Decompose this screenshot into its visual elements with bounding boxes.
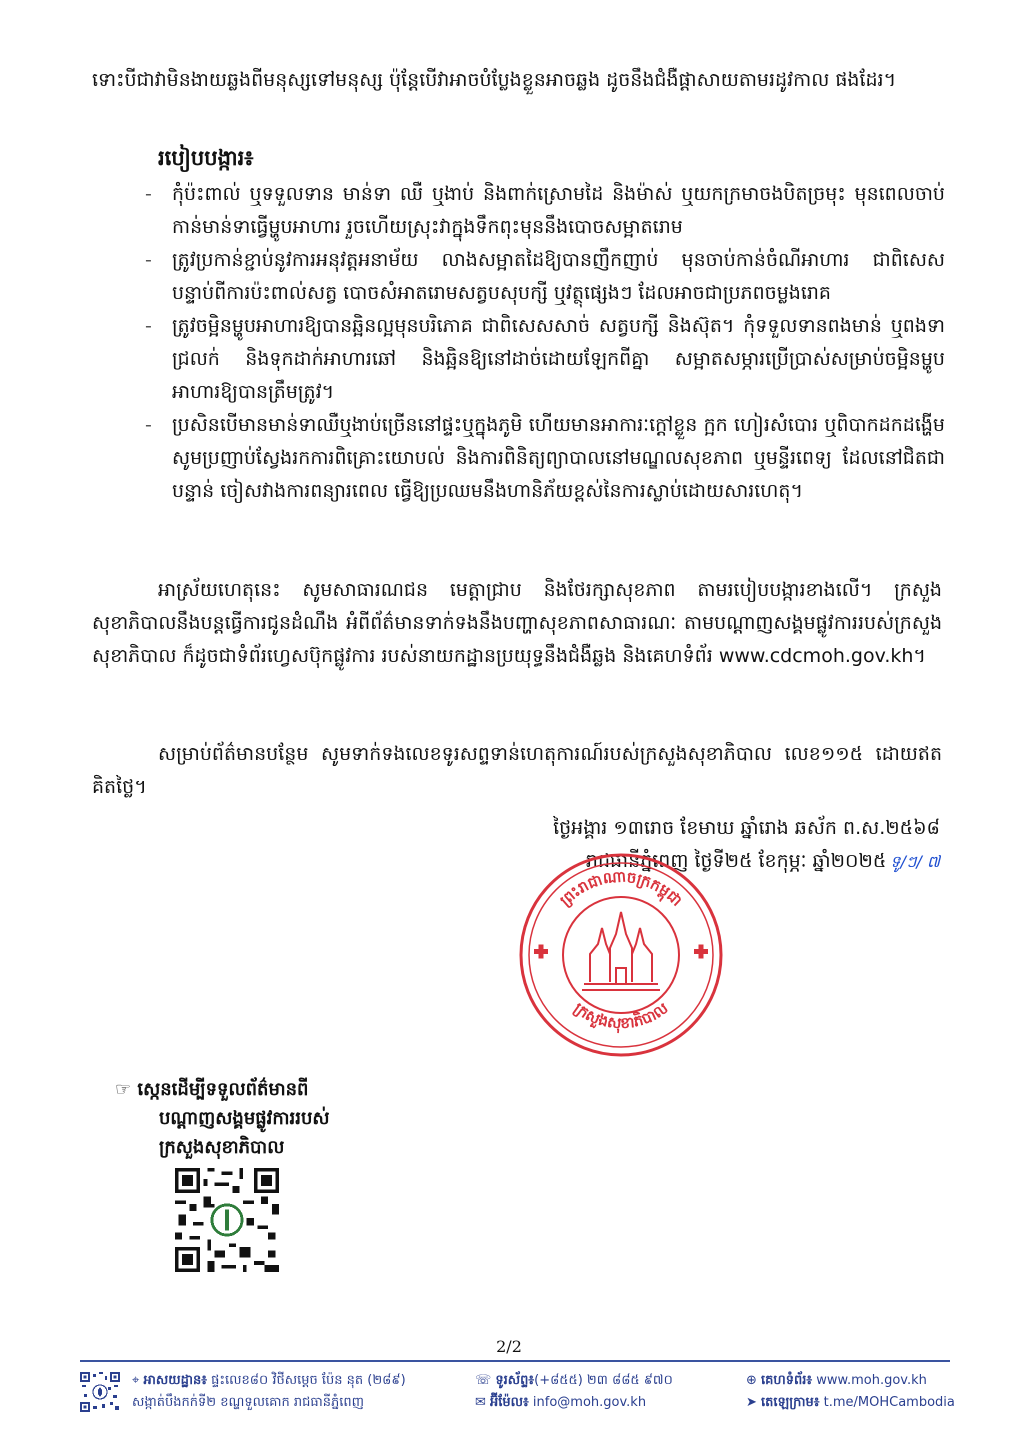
notice-text: អាស្រ័យហេតុនេះ សូមសាធារណជន មេត្តាជ្រាប និងថែរក្សាសុខភាព តាមរបៀបបង្ការខាងលើ។ ក្រសួងសុខាភិបាលនឹងបន្តធ្វើការជូនដំណឹង អំពីព័ត៌មានទាក់ទងនឹងបញ្ហាសុខភាពសាធារណៈ តាមបណ្តាញសង្គមផ្លូវការរបស់ក្រសួងសុខាភិបាល ក៏ដូចជាទំព័រហ្វេសប៊ុកផ្លូវការ របស់នាយកដ្ឋានប្រយុទ្ធនឹងជំងឺឆ្លង និងគេហទំព័រ www.cdcmoh.gov.kh។ — [92, 579, 942, 667]
scan-line-2: បណ្តាញសង្គមផ្លូវការរបស់ — [159, 1108, 330, 1129]
address-line-2: សង្កាត់បឹងកក់ទី២ ខណ្ឌទួលគោក រាជធានីភ្នំពេញ — [132, 1395, 365, 1410]
svg-text:ព្រះរាជាណាចក្រកម្ពុជា — [556, 867, 685, 909]
scan-line-3: ក្រសួងសុខាភិបាល — [159, 1137, 285, 1158]
seal-cross-icon — [534, 945, 708, 959]
list-item — [145, 244, 945, 310]
footer-qr-icon[interactable] — [80, 1372, 120, 1412]
svg-text:ក្រសួងសុខាភិបាល — [571, 999, 672, 1034]
address-label: អាសយដ្ឋាន៖ — [143, 1373, 207, 1388]
scan-line-1 — [115, 1075, 365, 1104]
telegram-link[interactable]: t.me/MOHCambodia — [823, 1395, 955, 1410]
web-label: គេហទំព័រ៖ — [761, 1373, 813, 1388]
angkor-temple-icon — [582, 912, 660, 990]
hotline-text: សម្រាប់ព័ត៌មានបន្ថែម សូមទាក់ទងលេខទូរសព្ទទាន់ហេតុការណ៍របស់ក្រសួងសុខាភិបាល លេខ១១៥ ដោយឥតគិតថ្លៃ។ — [92, 743, 942, 798]
notice-paragraph — [92, 574, 942, 673]
footer — [80, 1370, 955, 1416]
bullet-dash: - — [145, 414, 152, 436]
location-pin-icon: ⌖ — [132, 1373, 144, 1388]
footer-contact — [475, 1370, 673, 1414]
page-number: 2/2 — [496, 1337, 522, 1356]
web-link[interactable]: www.moh.gov.kh — [816, 1373, 927, 1388]
list-item — [145, 178, 945, 244]
seal-bottom-text: ក្រសួងសុខាភិបាល — [570, 998, 672, 1033]
telegram-label: តេឡេក្រាម៖ — [761, 1395, 820, 1410]
qr-code[interactable] — [175, 1168, 279, 1272]
list-item — [145, 409, 945, 508]
hand-pointing-icon: ☞ — [115, 1079, 138, 1100]
handwritten-mark: ទូ/ៗ/ ៧ — [890, 852, 940, 871]
list-item-text: ប្រសិនបើមានមាន់ទាឈឺឬងាប់ច្រើននៅផ្ទះឬក្នុងភូមិ ហើយមានអាការៈក្តៅខ្លួន ក្អក ហៀរសំបោរ ឬពិបាកដកដង្ហើម សូមប្រញាប់ស្វែងរកការពិគ្រោះយោបល់ និងការពិនិត្យព្យាបាលនៅមណ្ឌលសុខភាព ឬមន្ទីរពេទ្យ ដែលនៅជិតជាបន្ទាន់ ចៀសវាងការពន្យារពេល ធ្វើឱ្យប្រឈមនឹងហានិភ័យខ្ពស់នៃការស្លាប់ដោយសារហេតុ។ — [172, 414, 945, 502]
bullet-dash: - — [145, 315, 152, 337]
list-item-text: ត្រូវចម្អិនម្ហូបអាហារឱ្យបានឆ្អិនល្អមុនបរិភោគ ជាពិសេសសាច់ សត្វបក្សី និងស៊ុត។ កុំទទួលទានពងមាន់ ឬពងទាជ្រលក់ និងទុកដាក់អាហារឆៅ និងឆ្អិនឱ្យនៅដាច់ដោយឡែកពីគ្នា សម្អាតសម្ភារប្រើប្រាស់សម្រាប់ចម្អិនម្ហូបអាហារឱ្យបានត្រឹមត្រូវ។ — [172, 315, 945, 403]
bullet-dash: - — [145, 249, 152, 271]
hotline-paragraph — [92, 738, 942, 804]
intro-paragraph — [92, 64, 942, 97]
bullet-dash: - — [145, 183, 152, 205]
scan-line-1-text: ស្កេនដើម្បីទទួលព័ត៌មានពី — [137, 1079, 309, 1100]
list-item-text: ត្រូវប្រកាន់ខ្ជាប់នូវការអនុវត្តអនាម័យ លាងសម្អាតដៃឱ្យបានញឹកញាប់ មុនចាប់កាន់ចំណីអាហារ ជាពិសេសបន្ទាប់ពីការប៉ះពាល់សត្វ បោចសំអាតរោមសត្វបសុបក្សី ឬវត្ថុផ្សេងៗ ដែលអាចជាប្រភពចម្លងរោគ — [172, 249, 945, 304]
footer-online — [746, 1370, 955, 1414]
telegram-icon: ➤ — [746, 1395, 762, 1410]
phone-value[interactable]: (+៨៥៥) ២៣ ៨៨៥ ៩៧០ — [534, 1373, 673, 1388]
address-line-1: ផ្ទះលេខ៨០ វិថីសម្តេច ប៉ែន នុត (២៨៩) — [211, 1373, 406, 1388]
email-link[interactable]: info@moh.gov.kh — [532, 1395, 647, 1410]
lunar-date: ថ្ងៃអង្គារ ១៣រោច ខែមាឃ ឆ្នាំរោង ឆស័ក ព.ស.២៥៦៨ — [553, 817, 940, 839]
globe-icon: ⊕ — [746, 1373, 762, 1388]
footer-address — [132, 1370, 406, 1414]
footer-divider — [80, 1360, 950, 1362]
solar-date-text: រាជធានីភ្នំពេញ ថ្ងៃទី២៥ ខែកុម្ភៈ ឆ្នាំ២០២៥ — [585, 850, 887, 872]
ministry-seal — [518, 852, 724, 1058]
list-item-text: កុំប៉ះពាល់ ឬទទួលទាន មាន់ទា ឈឺ ឬងាប់ និងពាក់ស្រោមដៃ និងម៉ាស់ ឬយកក្រមាចងបិតច្រមុះ មុនពេលចាប់កាន់មាន់ទាធ្វើម្ហូបអាហារ រួចហើយស្រុះវាក្នុងទឹកពុះមុននឹងបោចសម្អាតរោម — [172, 183, 945, 238]
email-label: អ៊ីម៉ែល៖ — [490, 1395, 529, 1410]
intro-text: ទោះបីជាវាមិនងាយឆ្លងពីមនុស្សទៅមនុស្ស ប៉ុន្តែបើវាអាចបំប្លែងខ្លួនអាចឆ្លង ដូចនឹងជំងឺផ្តាសាយតាមរដូវកាល ផងដែរ។ — [92, 69, 897, 91]
scan-instruction — [115, 1075, 365, 1162]
prevention-heading: របៀបបង្ការ៖ — [158, 146, 254, 170]
seal-top-text: ព្រះរាជាណាចក្រកម្ពុជា — [556, 867, 686, 910]
phone-label: ទូរស័ព្ទ៖ — [495, 1373, 535, 1388]
phone-icon: ☏ — [475, 1373, 496, 1388]
prevention-list — [145, 178, 945, 508]
list-item — [145, 310, 945, 409]
email-icon: ✉ — [475, 1395, 491, 1410]
